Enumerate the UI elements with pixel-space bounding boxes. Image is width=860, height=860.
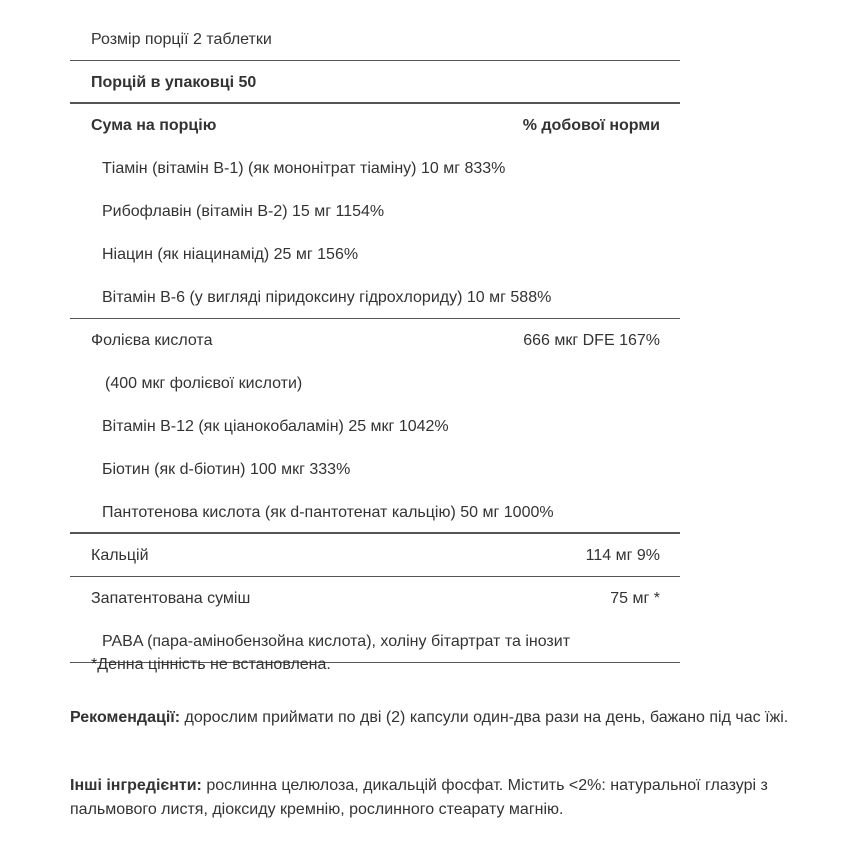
calcium-value: 114 мг 9% (585, 547, 660, 564)
recommendations-label: Рекомендації: (70, 709, 181, 726)
table-row-calcium (70, 534, 680, 577)
table-row-folic-acid (70, 319, 680, 362)
table-row: Вітамін B-12 (як ціанокобаламін) 25 мкг 1042% (102, 418, 449, 435)
table-row: Пантотенова кислота (як d-пантотенат кальцію) 50 мг 1000% (70, 491, 680, 534)
recommendations-paragraph (70, 706, 790, 730)
table-row: (400 мкг фолієвої кислоти) (105, 375, 303, 392)
table-row: Рибофлавін (вітамін B-2) 15 мг 1154% (102, 203, 385, 220)
table-row: Біотин (як d-біотин) 100 мкг 333% (102, 461, 351, 478)
other-ingredients-paragraph (70, 774, 790, 822)
table-header (70, 104, 680, 147)
table-row: PABA (пара-амінобензойна кислота), холіну бітартрат та інозит (70, 620, 680, 663)
supplement-facts-table (70, 18, 680, 663)
folic-acid-label: Фолієва кислота (91, 332, 213, 349)
table-row-proprietary-blend (70, 577, 680, 620)
other-ingredients-label: Інші інгредієнти: (70, 777, 202, 794)
table-row: Вітамін B-6 (у вигляді піридоксину гідрохлориду) 10 мг 588% (70, 276, 680, 319)
blend-value: 75 мг * (610, 590, 660, 607)
other-ingredients-text: рослинна целюлоза, дикальцій фосфат. Містить <2%: натуральної глазурі з пальмового листя, діоксиду кремнію, рослинного стеарату магнію. (70, 777, 768, 818)
table-row: Ніацин (як ніацинамід) 25 мг 156% (102, 246, 359, 263)
folic-acid-value: 666 мкг DFE 167% (523, 332, 660, 349)
servings-per-container: Порцій в упаковці 50 (70, 61, 680, 104)
footnote: *Денна цінність не встановлена. (91, 656, 331, 673)
recommendations-text: дорослим приймати по дві (2) капсули один-два рази на день, бажано під час їжі. (180, 709, 789, 726)
daily-value-header: % добової норми (522, 117, 660, 134)
serving-size: Розмір порції 2 таблетки (70, 18, 680, 61)
amount-per-serving-header: Сума на порцію (91, 117, 217, 134)
blend-label: Запатентована суміш (91, 590, 251, 607)
table-row: Тіамін (вітамін B-1) (як мононітрат тіаміну) 10 мг 833% (102, 160, 506, 177)
calcium-label: Кальцій (91, 547, 149, 564)
